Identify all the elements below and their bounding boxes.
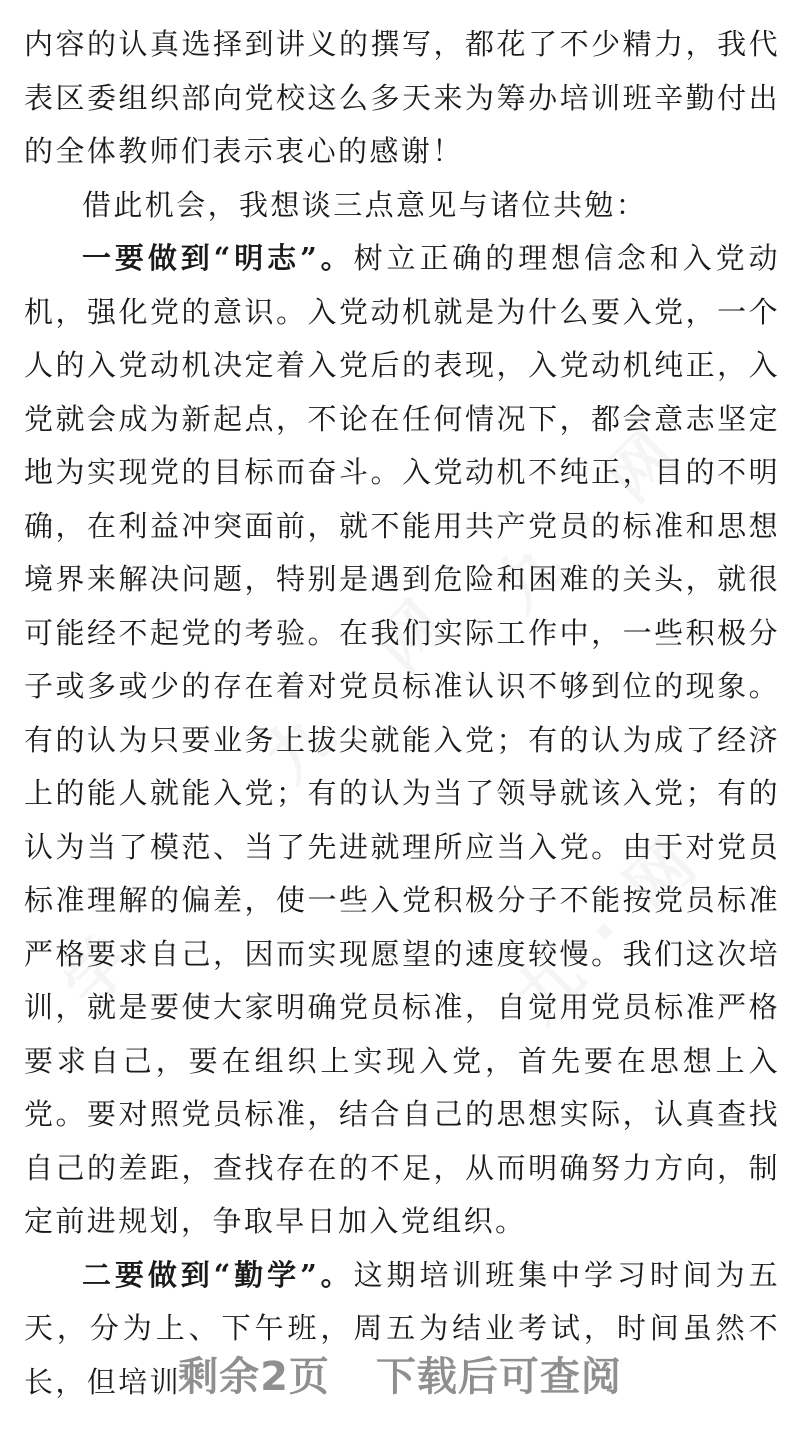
- paragraph-point-one: [24, 232, 780, 1249]
- point-heading: 二要做到“勤学”。: [82, 1257, 354, 1292]
- paragraph-text: 内容的认真选择到讲义的撰写，都花了不少精力，我代表区委组织部向党校这么多天来为筹办培训班辛勤付出的全体教师们表示衷心的感谢！: [24, 27, 780, 168]
- paragraph-intro-continuation: [24, 18, 780, 179]
- document-body: [24, 18, 780, 1409]
- paragraph-text: 这期培训班集中学习时间为五天，分为上、下午班，周五为结业考试，时间虽然不长，但培训: [24, 1257, 780, 1399]
- paragraph-text: 借此机会，我想谈三点意见与诸位共勉：: [82, 187, 648, 222]
- paragraph-opening-remark: [24, 179, 780, 233]
- paragraph-text: 树立正确的理想信念和入党动机，强化党的意识。入党动机就是为什么要入党，一个人的入党动机决定着入党后的表现，入党动机纯正，入党就会成为新起点，不论在任何情况下，都会意志坚定地为实现党的目标而奋斗。入党动机不纯正，目的不明确，在利益冲突面前，就不能用共产党员的标准和思想境界来解决问题，特别是遇到危险和困难的关头，就很可能经不起党的考验。在我们实际工作中，一些积极分子或多或少的存在着对党员标准认识不够到位的现象。有的认为只要业务上拔尖就能入党；有的认为成了经济上的能人就能入党；有的认为当了领导就该入党；有的认为当了模范、当了先进就理所应当入党。由于对党员标准理解的偏差，使一些入党积极分子不能按党员标准严格要求自己，因而实现愿望的速度较慢。我们这次培训，就是要使大家明确党员标准，自觉用党员标准严格要求自己，要在组织上实现入党，首先要在思想上入党。要对照党员标准，结合自己的思想实际，认真查找自己的差距，查找存在的不足，从而明确努力方向，制定前进规划，争取早日加入党组织。: [24, 241, 780, 1238]
- remaining-pages-label: 剩余2页: [178, 1354, 330, 1400]
- download-hint-label: 下载后可查阅: [375, 1354, 622, 1400]
- download-prompt-banner[interactable]: [0, 1345, 800, 1402]
- point-heading: 一要做到“明志”。: [82, 241, 354, 275]
